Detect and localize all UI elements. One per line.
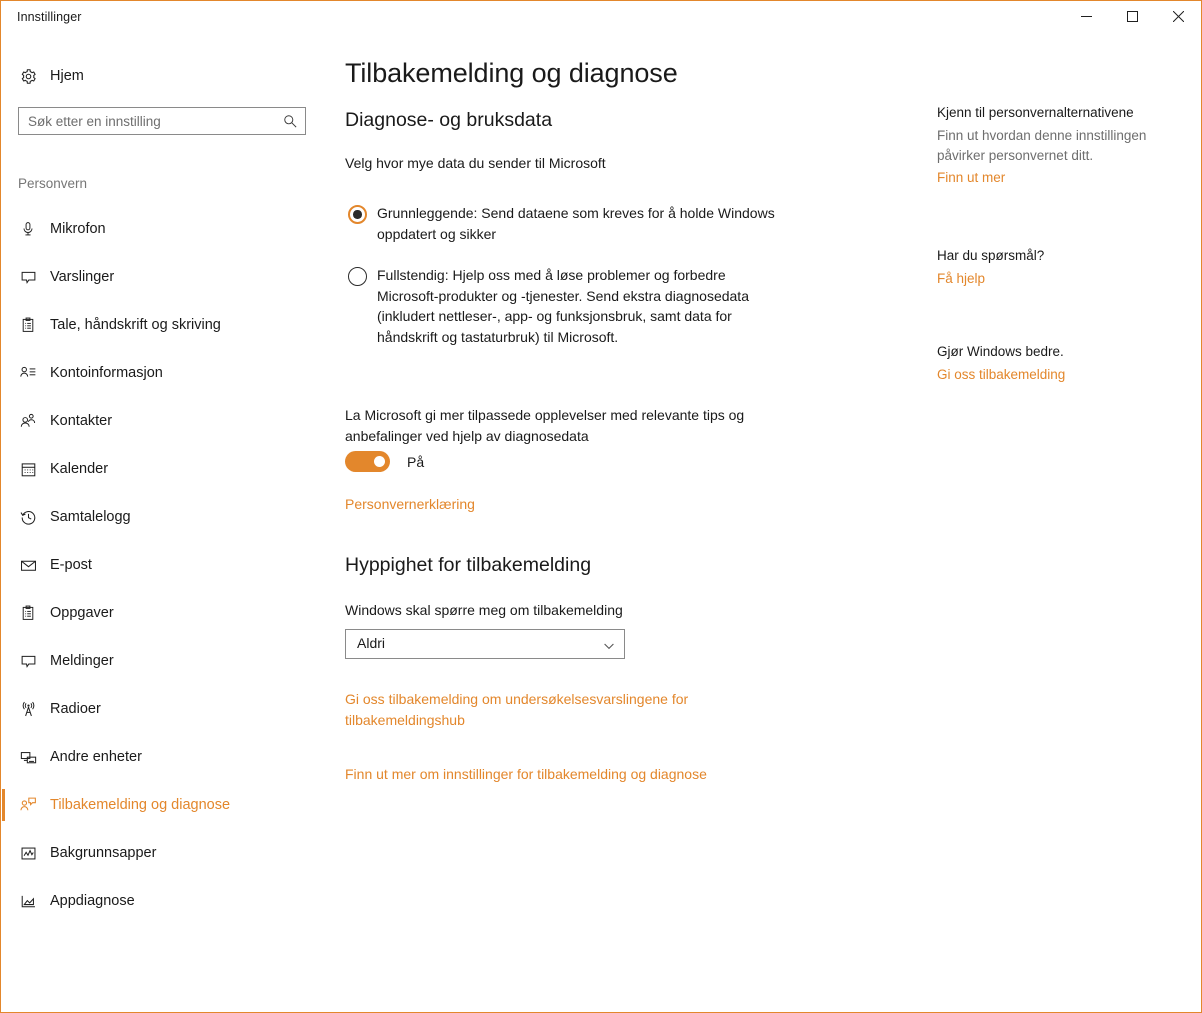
calendar-icon [18,459,38,479]
related-group-title: Kjenn til personvernalternativene [937,105,1134,120]
sidebar-item-label: Tale, håndskrift og skriving [50,317,221,333]
related-group-improve-windows [937,342,1187,385]
close-icon [1173,11,1184,22]
contacts-icon [18,411,38,431]
related-group-link[interactable]: Finn ut mer [937,170,1006,185]
other-devices-icon [18,747,38,767]
sidebar-item-label: E-post [50,557,92,573]
sidebar-item-label: Kontoinformasjon [50,365,163,381]
related-group-privacy [937,103,1187,188]
radio-mark-icon [348,205,367,224]
main-content [323,33,923,1012]
sidebar-item-tale-handskrift-skriving[interactable] [1,301,323,349]
sidebar-item-oppgaver[interactable] [1,589,323,637]
related-settings-panel [923,33,1201,1012]
selection-accent-bar [2,885,5,917]
sidebar-item-label: Andre enheter [50,749,142,765]
section-title-diagnostics: Diagnose- og bruksdata [345,109,553,131]
related-group-title: Har du spørsmål? [937,248,1045,263]
toggle-switch[interactable] [345,451,390,472]
sidebar-item-radioer[interactable] [1,685,323,733]
tailored-experiences-label: La Microsoft gi mer tilpassede opplevelser med relevante tips og anbefalinger ved hjelp av diagnosedata [345,407,745,444]
app-diagnostics-icon [18,891,38,911]
radio-option-label: Grunnleggende: Send dataene som kreves for å holde Windows oppdatert og sikker [377,205,775,242]
related-group-description: Finn ut hvordan denne innstillingen påvirker personvernet ditt. [937,128,1147,163]
selection-accent-bar [2,261,5,293]
sidebar-item-label: Oppgaver [50,605,114,621]
sidebar-item-label: Radioer [50,701,101,717]
sidebar-item-e-post[interactable] [1,541,323,589]
related-group-link[interactable]: Få hjelp [937,271,986,286]
sidebar-item-label: Kontakter [50,413,113,429]
frequency-label: Windows skal spørre meg om tilbakemelding [345,602,623,618]
sidebar-section-header: Personvern [18,176,88,191]
radio-option-label: Fullstendig: Hjelp oss med å løse problemer og forbedre Microsoft-produkter og -tjenester. Send ekstra diagnosedata (inkludert nettleser-, app- og funksjonsbruk, samt data for håndskrift og tastaturbruk) til Microsoft. [377,267,749,345]
sidebar-item-label: Bakgrunnsapper [50,845,157,861]
sidebar-item-label: Tilbakemelding og diagnose [50,797,231,813]
gear-icon [18,66,38,86]
search-box[interactable] [18,107,306,135]
background-apps-icon [18,843,38,863]
selection-accent-bar [2,453,5,485]
sidebar-item-label: Varslinger [50,269,115,285]
sidebar-item-label: Appdiagnose [50,893,135,909]
sidebar-item-appdiagnose[interactable] [1,877,323,925]
selection-accent-bar [2,645,5,677]
messages-icon [18,651,38,671]
sidebar-item-kontakter[interactable] [1,397,323,445]
close-button[interactable] [1155,1,1201,32]
maximize-button[interactable] [1109,1,1155,32]
related-group-title: Gjør Windows bedre. [937,344,1064,359]
selection-accent-bar [2,501,5,533]
sidebar-item-bakgrunnsapper[interactable] [1,829,323,877]
sidebar-item-tilbakemelding-og-diagnose[interactable] [1,781,323,829]
microphone-icon [18,219,38,239]
maximize-icon [1127,11,1138,22]
related-group-link[interactable]: Gi oss tilbakemelding [937,367,1066,382]
sidebar-item-mikrofon[interactable] [1,205,323,253]
sidebar-nav-list [1,205,323,925]
learn-more-link[interactable]: Finn ut mer om innstillinger for tilbakemelding og diagnose [345,766,707,782]
selection-accent-bar [2,789,5,821]
selection-accent-bar [2,309,5,341]
tailored-experiences-toggle-row[interactable] [345,451,424,472]
selection-accent-bar [2,357,5,389]
radio-tower-icon [18,699,38,719]
selection-accent-bar [2,693,5,725]
search-input[interactable] [28,108,278,134]
feedback-survey-link[interactable]: Gi oss tilbakemelding om undersøkelsesvarslingene for tilbakemeldingshub [345,691,689,728]
page-title: Tilbakemelding og diagnose [345,58,678,88]
selection-accent-bar [2,549,5,581]
clipboard-icon [18,315,38,335]
sidebar-item-samtalelogg[interactable] [1,493,323,541]
feedback-icon [18,795,38,815]
sidebar-item-label: Samtalelogg [50,509,131,525]
selection-accent-bar [2,405,5,437]
sidebar-item-home[interactable] [1,59,323,93]
selection-accent-bar [2,837,5,869]
privacy-statement-link[interactable]: Personvernerklæring [345,496,475,512]
sidebar-item-kontoinformasjon[interactable] [1,349,323,397]
frequency-dropdown[interactable] [345,629,625,659]
diagnostics-subtitle: Velg hvor mye data du sender til Microsoft [345,155,606,171]
frequency-dropdown-value: Aldri [357,635,386,651]
tasks-icon [18,603,38,623]
section-title-frequency: Hyppighet for tilbakemelding [345,554,592,576]
sidebar-item-label: Meldinger [50,653,114,669]
sidebar-item-label: Kalender [50,461,109,477]
sidebar-item-meldinger[interactable] [1,637,323,685]
radio-mark-icon [348,267,367,286]
sidebar [1,33,323,1012]
call-history-icon [18,507,38,527]
minimize-button[interactable] [1063,1,1109,32]
minimize-icon [1081,11,1092,22]
account-info-icon [18,363,38,383]
window-title: Innstillinger [17,10,82,24]
chevron-down-icon [603,639,615,651]
sidebar-home-label: Hjem [50,68,84,84]
toggle-state-label: På [407,453,425,470]
related-group-questions [937,246,1187,289]
title-bar [1,1,1201,33]
notification-icon [18,267,38,287]
sidebar-item-label: Mikrofon [50,221,106,237]
search-icon [283,114,297,128]
mail-icon [18,555,38,575]
sidebar-item-varslinger[interactable] [1,253,323,301]
sidebar-item-andre-enheter[interactable] [1,733,323,781]
sidebar-item-kalender[interactable] [1,445,323,493]
selection-accent-bar [2,597,5,629]
selection-accent-bar [2,213,5,245]
selection-accent-bar [2,741,5,773]
